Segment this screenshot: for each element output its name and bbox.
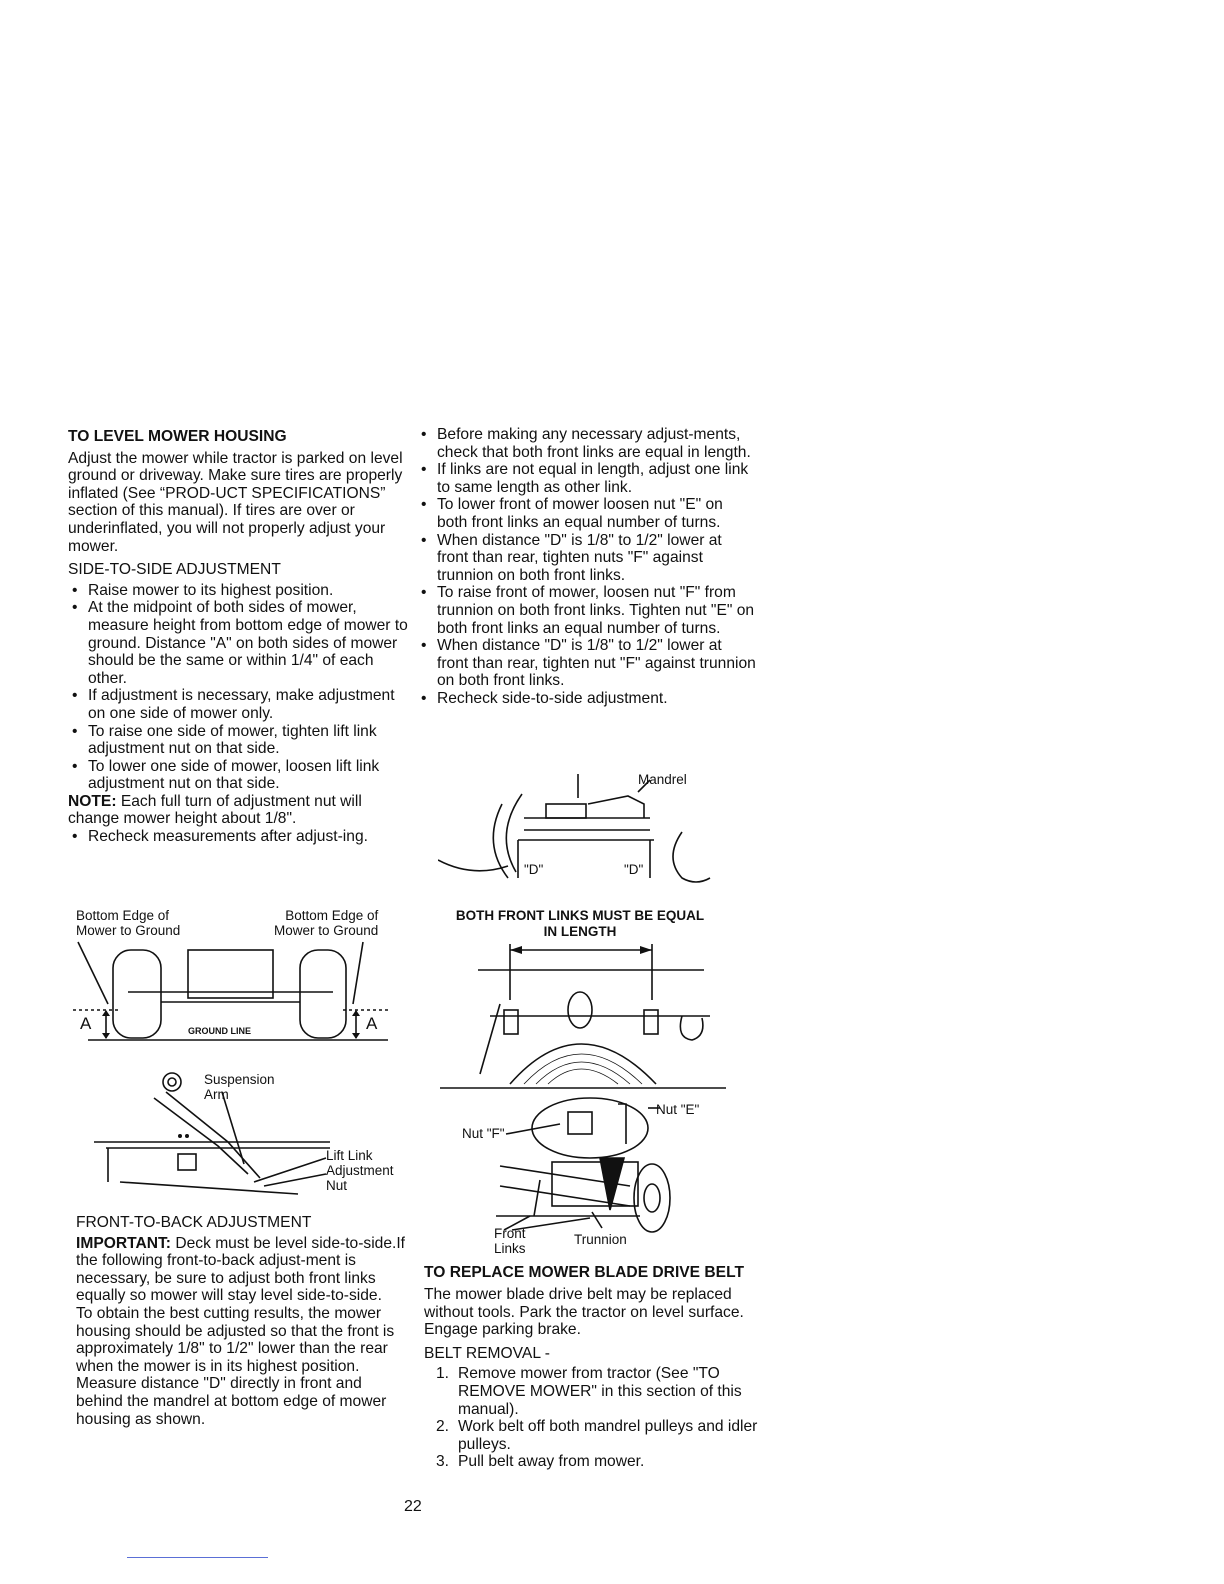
level-intro-paragraph: Adjust the mower while tractor is parked on level ground or driveway. Make sure tires are properly inflated (See “PROD-UCT SPECIFICATIONS” section of this manual). If tires are over or underinflated, you will not properly adjust your mower. <box>68 449 403 555</box>
step-number: 1. <box>436 1365 450 1383</box>
list-item: • When distance "D" is 1/8" to 1/2" lower at front than rear, tighten nuts "F" against trunnion on both front links. <box>417 532 757 585</box>
list-item: • To lower front of mower loosen nut "E" on both front links an equal number of turns. <box>417 496 757 531</box>
figure-ground-line <box>68 906 408 1046</box>
belt-removal-steps <box>424 1365 760 1471</box>
list-item: • Before making any necessary adjust-ments, check that both front links are equal in length. <box>417 426 757 461</box>
label-a-left: A <box>80 1014 92 1033</box>
mandrel-drawing <box>438 774 728 884</box>
recheck-list <box>68 828 408 846</box>
important-label: IMPORTANT: <box>76 1234 171 1252</box>
step-text: Pull belt away from mower. <box>458 1453 645 1471</box>
label-d-front: "D" <box>524 862 544 877</box>
list-item <box>424 1453 760 1471</box>
step-number: 3. <box>436 1453 450 1471</box>
label-suspension-arm: Suspension Arm <box>204 1072 275 1102</box>
list-item: • If links are not equal in length, adjust one link to same length as other link. <box>417 461 757 496</box>
label-nut-e: Nut "E" <box>656 1102 700 1117</box>
front-to-back-section <box>76 1214 412 1428</box>
label-nut-f: Nut "F" <box>462 1126 505 1141</box>
list-item <box>424 1365 760 1418</box>
list-item: • To raise front of mower, loosen nut "F" from trunnion on both front links. Tighten nut "E" on both front links an equal number of turns. <box>417 584 757 637</box>
step-text: Remove mower from tractor (See "TO REMOVE MOWER" in this section of this manual). <box>458 1365 742 1418</box>
label-mandrel: Mandrel <box>638 772 687 787</box>
label-front-links: Front Links <box>494 1226 526 1256</box>
obtain-paragraph: To obtain the best cutting results, the mower housing should be adjusted so that the front is approximately 1/8" to 1/2" lower than the rear when the mower is in its highest position. <box>76 1304 395 1375</box>
list-item: • Recheck measurements after adjust-ing. <box>68 828 408 846</box>
figure-nuts-trunnion <box>460 1090 720 1260</box>
label-lift-link-nut: Lift Link Adjustment Nut <box>326 1148 394 1193</box>
side-to-side-list <box>68 582 408 793</box>
important-text: Deck must be level side-to-side.If the following front-to-back adjust-ment is necessary, be sure to adjust both front links equally so mower will stay level side-to-side. <box>76 1234 405 1305</box>
front-links-drawing <box>430 944 730 1094</box>
heading-replace-belt: TO REPLACE MOWER BLADE DRIVE BELT <box>424 1264 744 1281</box>
heading-level-mower-housing: TO LEVEL MOWER HOUSING <box>68 428 287 445</box>
right-column <box>417 426 757 708</box>
front-link-list <box>417 426 757 708</box>
list-item: • When distance "D" is 1/8" to 1/2" lower at front than rear, tighten nut "F" against trunnion on both front links. <box>417 637 757 690</box>
note-label: NOTE: <box>68 792 117 810</box>
belt-intro-paragraph: The mower blade drive belt may be replaced without tools. Park the tractor on level surface. Engage parking brake. <box>424 1286 744 1339</box>
step-number: 2. <box>436 1418 450 1436</box>
step-text: Work belt off both mandrel pulleys and idler pulleys. <box>458 1418 758 1453</box>
list-item: • To lower one side of mower, loosen lift link adjustment nut on that side. <box>68 758 408 793</box>
page-number: 22 <box>404 1498 422 1515</box>
label-a-right: A <box>366 1014 378 1033</box>
list-item: • At the midpoint of both sides of mower, measure height from bottom edge of mower to ground. Distance "A" on both sides of mower should be the same or within 1/4" of each other. <box>68 599 408 687</box>
list-item: • To raise one side of mower, tighten lift link adjustment nut on that side. <box>68 723 408 758</box>
left-column <box>68 428 408 846</box>
label-bottom-edge-right: Bottom Edge of Mower to Ground <box>274 908 379 938</box>
note-paragraph <box>68 793 408 828</box>
replace-belt-section <box>424 1264 760 1471</box>
front-to-back-heading: FRONT-TO-BACK ADJUSTMENT <box>76 1214 312 1231</box>
important-paragraph <box>76 1235 412 1305</box>
label-trunnion: Trunnion <box>574 1232 627 1247</box>
figure-front-links <box>430 908 730 1088</box>
label-ground-line: GROUND LINE <box>188 1026 251 1036</box>
note-text: Each full turn of adjustment nut will change mower height about 1/8". <box>68 792 362 828</box>
measure-paragraph: Measure distance "D" directly in front and behind the mandrel at bottom edge of mower housing as shown. <box>76 1375 387 1428</box>
list-item: • Recheck side-to-side adjustment. <box>417 690 757 708</box>
list-item: • If adjustment is necessary, make adjustment on one side of mower only. <box>68 687 408 722</box>
figure-suspension-arm <box>68 1062 408 1202</box>
bottom-rule <box>127 1557 268 1558</box>
label-d-rear: "D" <box>624 862 644 877</box>
figure-caption: BOTH FRONT LINKS MUST BE EQUAL IN LENGTH <box>455 908 705 939</box>
list-item: • Raise mower to its highest position. <box>68 582 408 600</box>
label-bottom-edge-left: Bottom Edge of Mower to Ground <box>76 908 181 938</box>
figure-mandrel <box>438 774 728 884</box>
belt-removal-heading: BELT REMOVAL - <box>424 1344 550 1362</box>
side-to-side-heading: SIDE-TO-SIDE ADJUSTMENT <box>68 561 281 579</box>
list-item <box>424 1418 760 1453</box>
